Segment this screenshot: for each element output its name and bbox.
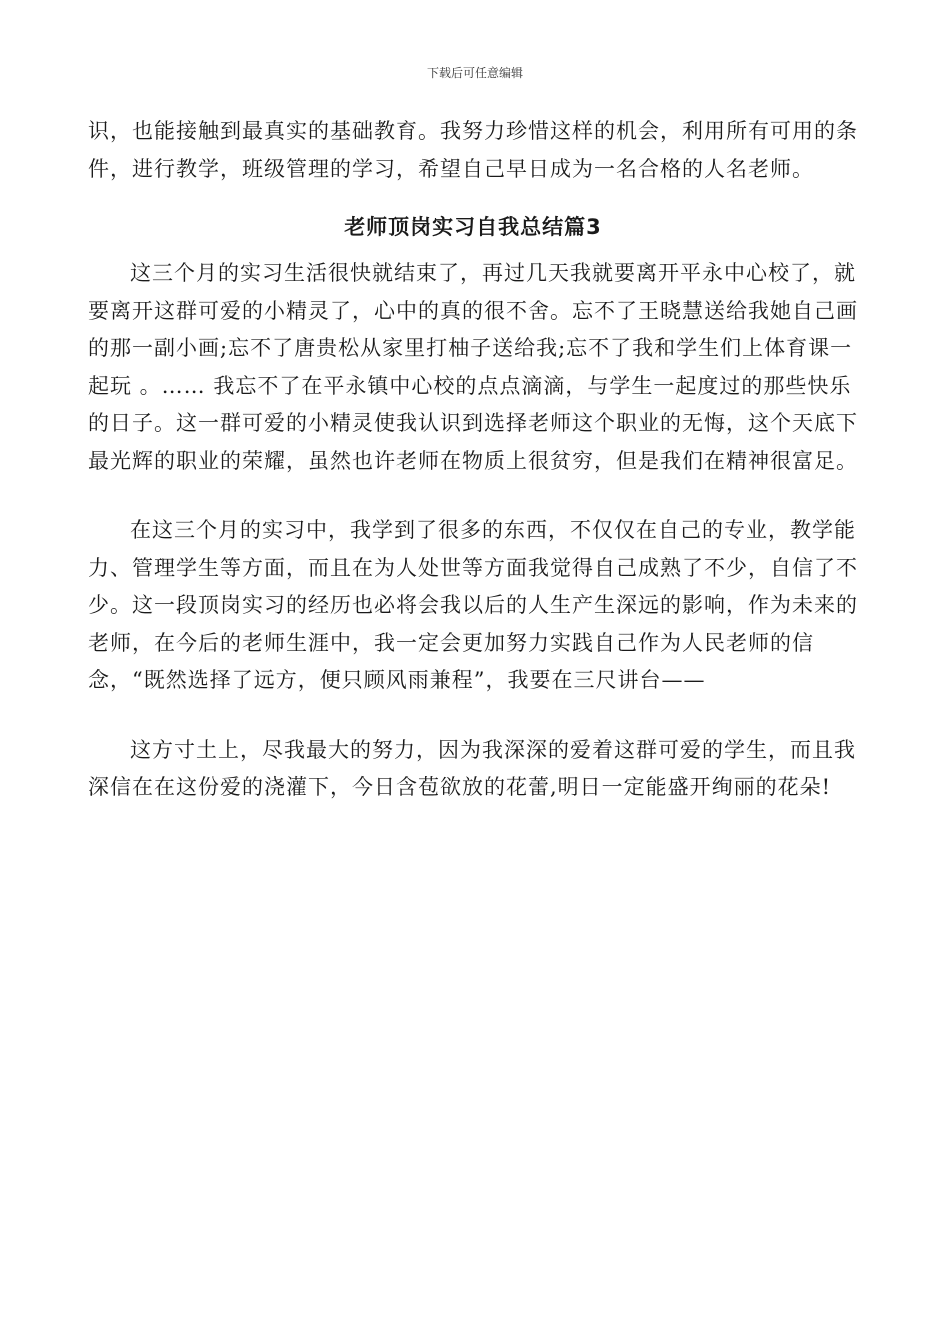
paragraph-2: 在这三个月的实习中，我学到了很多的东西，不仅仅在自己的专业，教学能力、管理学生等方面，而且在为人处世等方面我觉得自己成熟了不少，自信了不少。这一段顶岗实习的经历也必将会我以后的人生产生深远的影响，作为未来的老师，在今后的老师生涯中，我一定会更加努力实践自己作为人民老师的信念，“既然选择了远方，便只顾风雨兼程”，我要在三尺讲台—— (88, 518, 858, 692)
paragraph-1: 这三个月的实习生活很快就结束了，再过几天我就要离开平永中心校了，就要离开这群可爱的小精灵了，心中的真的很不舍。忘不了王晓慧送给我她自己画的那一副小画;忘不了唐贵松从家里打柚子送给我;忘不了我和学生们上体育课一起玩 。…… 我忘不了在平永镇中心校的点点滴滴，与学生一起度过的那些快乐的日子。这一群可爱的小精灵使我认识到选择老师这个职业的无悔，这个天底下最光辉的职业的荣耀，虽然也许老师在物质上很贫穷，但是我们在精神很富足。 (88, 261, 858, 473)
paragraph-spacer (88, 700, 858, 732)
document-body (88, 113, 858, 807)
section-title: 老师顶岗实习自我总结篇3 (344, 215, 602, 239)
paragraph-spacer (88, 480, 858, 512)
page-header-note: 下载后可任意编辑 (426, 66, 523, 80)
paragraph-3: 这方寸土上，尽我最大的努力，因为我深深的爱着这群可爱的学生，而且我深信在在这份爱的浇灌下，今日含苞欲放的花蕾,明日一定能盛开绚丽的花朵! (88, 737, 856, 799)
paragraph-continued: 识，也能接触到最真实的基础教育。我努力珍惜这样的机会，利用所有可用的条件，进行教学，班级管理的学习，希望自己早日成为一名合格的人名老师。 (88, 119, 858, 181)
